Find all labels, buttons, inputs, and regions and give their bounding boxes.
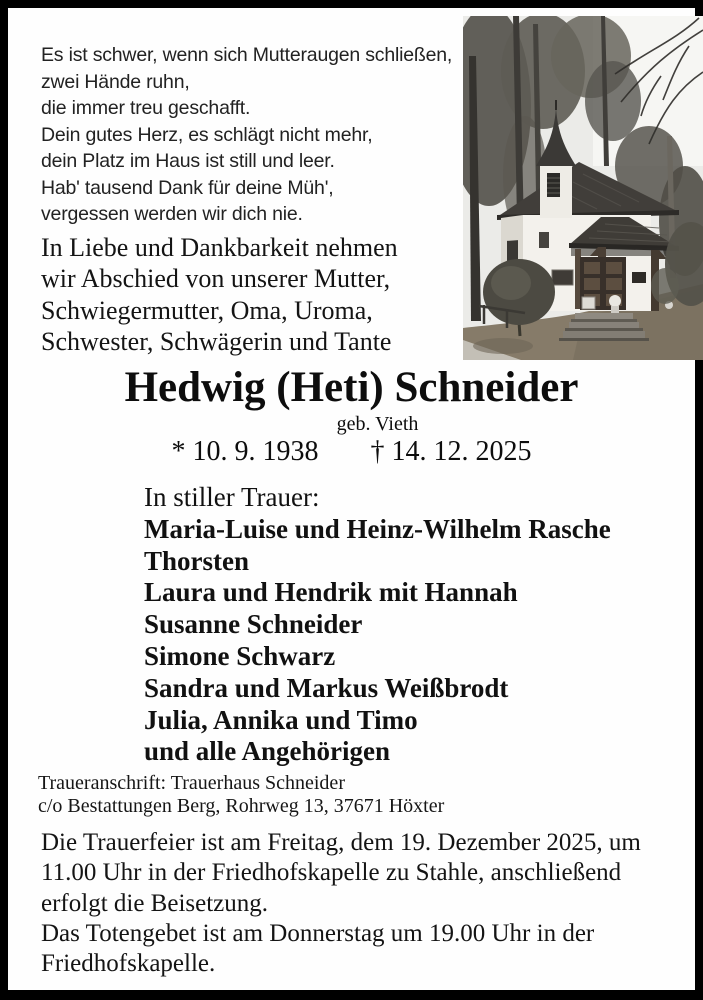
mourners-heading: In stiller Trauer:	[144, 482, 320, 512]
death-date: † 14. 12. 2025	[370, 436, 532, 467]
mourners-list	[144, 482, 611, 768]
service-info	[41, 828, 641, 979]
mourning-address	[38, 772, 444, 817]
intro-line: Schwiegermutter, Oma, Uroma,	[41, 295, 373, 325]
poem-line: dein Platz im Haus ist still und leer.	[41, 150, 335, 172]
poem	[41, 42, 452, 228]
mourner-name: Laura und Hendrik mit Hannah	[144, 577, 518, 608]
service-line: Das Totengebet ist am Donnerstag um 19.00 Uhr in der	[41, 919, 595, 947]
farewell-intro	[41, 232, 398, 357]
poem-line: Dein gutes Herz, es schlägt nicht mehr,	[41, 123, 373, 146]
mourner-name: Maria-Luise und Heinz-Wilhelm Rasche	[144, 513, 611, 544]
address-line: c/o Bestattungen Berg, Rohrweg 13, 37671 Höxter	[38, 794, 445, 817]
poem-line: zwei Hände ruhn,	[41, 70, 190, 93]
intro-line: wir Abschied von unserer Mutter,	[41, 264, 391, 294]
intro-line: In Liebe und Dankbarkeit nehmen	[41, 233, 398, 262]
chapel-photo	[463, 16, 703, 360]
obituary-paper	[8, 8, 695, 990]
mourner-name: und alle Angehörigen	[144, 736, 391, 767]
mourner-name: Susanne Schneider	[144, 609, 363, 640]
mourner-name: Thorsten	[144, 545, 250, 576]
deceased-name: Hedwig (Heti) Schneider	[124, 364, 579, 411]
service-line: 11.00 Uhr in der Friedhofskapelle zu Stahle, anschließend	[41, 859, 622, 887]
mourner-name: Simone Schwarz	[144, 640, 336, 671]
mourner-name: Sandra und Markus Weißbrodt	[144, 672, 509, 703]
maiden-name: geb. Vieth	[336, 413, 419, 435]
mourner-name: Julia, Annika und Timo	[144, 704, 418, 735]
life-dates	[16, 436, 687, 467]
poem-line: Es ist schwer, wenn sich Mutteraugen schließen,	[41, 44, 453, 66]
intro-line: Schwester, Schwägerin und Tante	[41, 326, 392, 356]
deceased-block	[16, 363, 687, 467]
poem-line: die immer treu geschafft.	[41, 97, 251, 119]
address-line: Traueranschrift: Trauerhaus Schneider	[38, 772, 345, 794]
birth-date: * 10. 9. 1938	[171, 436, 319, 467]
service-line: Friedhofskapelle.	[41, 950, 216, 978]
poem-line: vergessen werden wir dich nie.	[41, 203, 303, 225]
service-line: erfolgt die Beisetzung.	[41, 889, 269, 917]
poem-line: Hab' tausend Dank für deine Müh',	[41, 176, 334, 199]
service-line: Die Trauerfeier ist am Freitag, dem 19. Dezember 2025, um	[41, 829, 641, 856]
